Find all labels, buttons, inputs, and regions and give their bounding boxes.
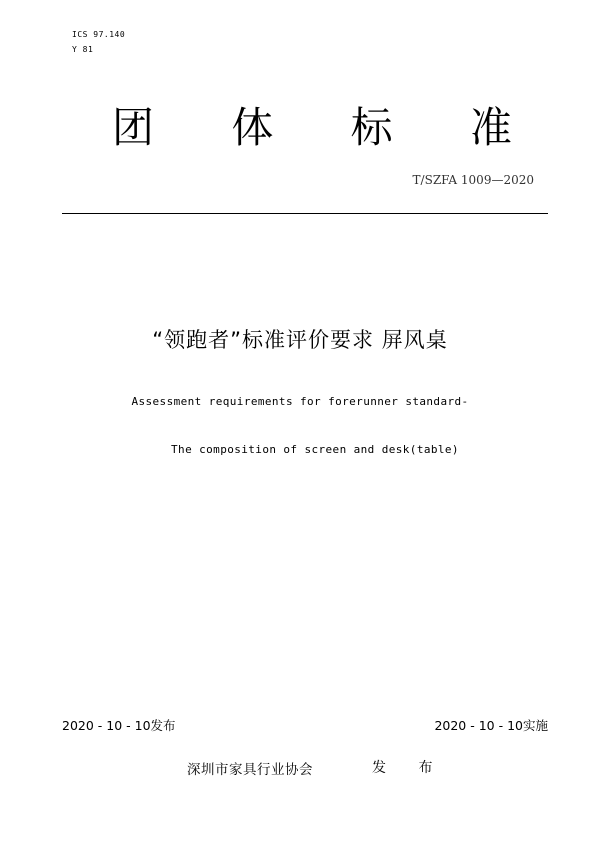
- standard-number: T/SZFA 1009—2020: [412, 173, 534, 187]
- title-char: 标: [350, 103, 393, 152]
- title-char: 准: [469, 103, 512, 152]
- ccs-code: Y 81: [72, 45, 94, 54]
- title-char: 体: [231, 103, 274, 152]
- english-title-line-2: The composition of screen and desk(table): [171, 443, 459, 456]
- chinese-title: “领跑者”标准评价要求 屏风桌: [152, 328, 448, 352]
- ics-code: ICS 97.140: [72, 30, 126, 39]
- standard-type-title: [112, 100, 512, 156]
- title-char: 团: [112, 103, 155, 152]
- publish-label: 发 布: [372, 760, 447, 776]
- implementation-date: 2020 - 10 - 10实施: [434, 718, 548, 733]
- publisher-name: 深圳市家具行业协会: [187, 762, 313, 778]
- english-title-line-1: Assessment requirements for forerunner standard-: [131, 395, 469, 408]
- header-divider: [62, 213, 548, 214]
- issue-date: 2020 - 10 - 10发布: [62, 718, 176, 733]
